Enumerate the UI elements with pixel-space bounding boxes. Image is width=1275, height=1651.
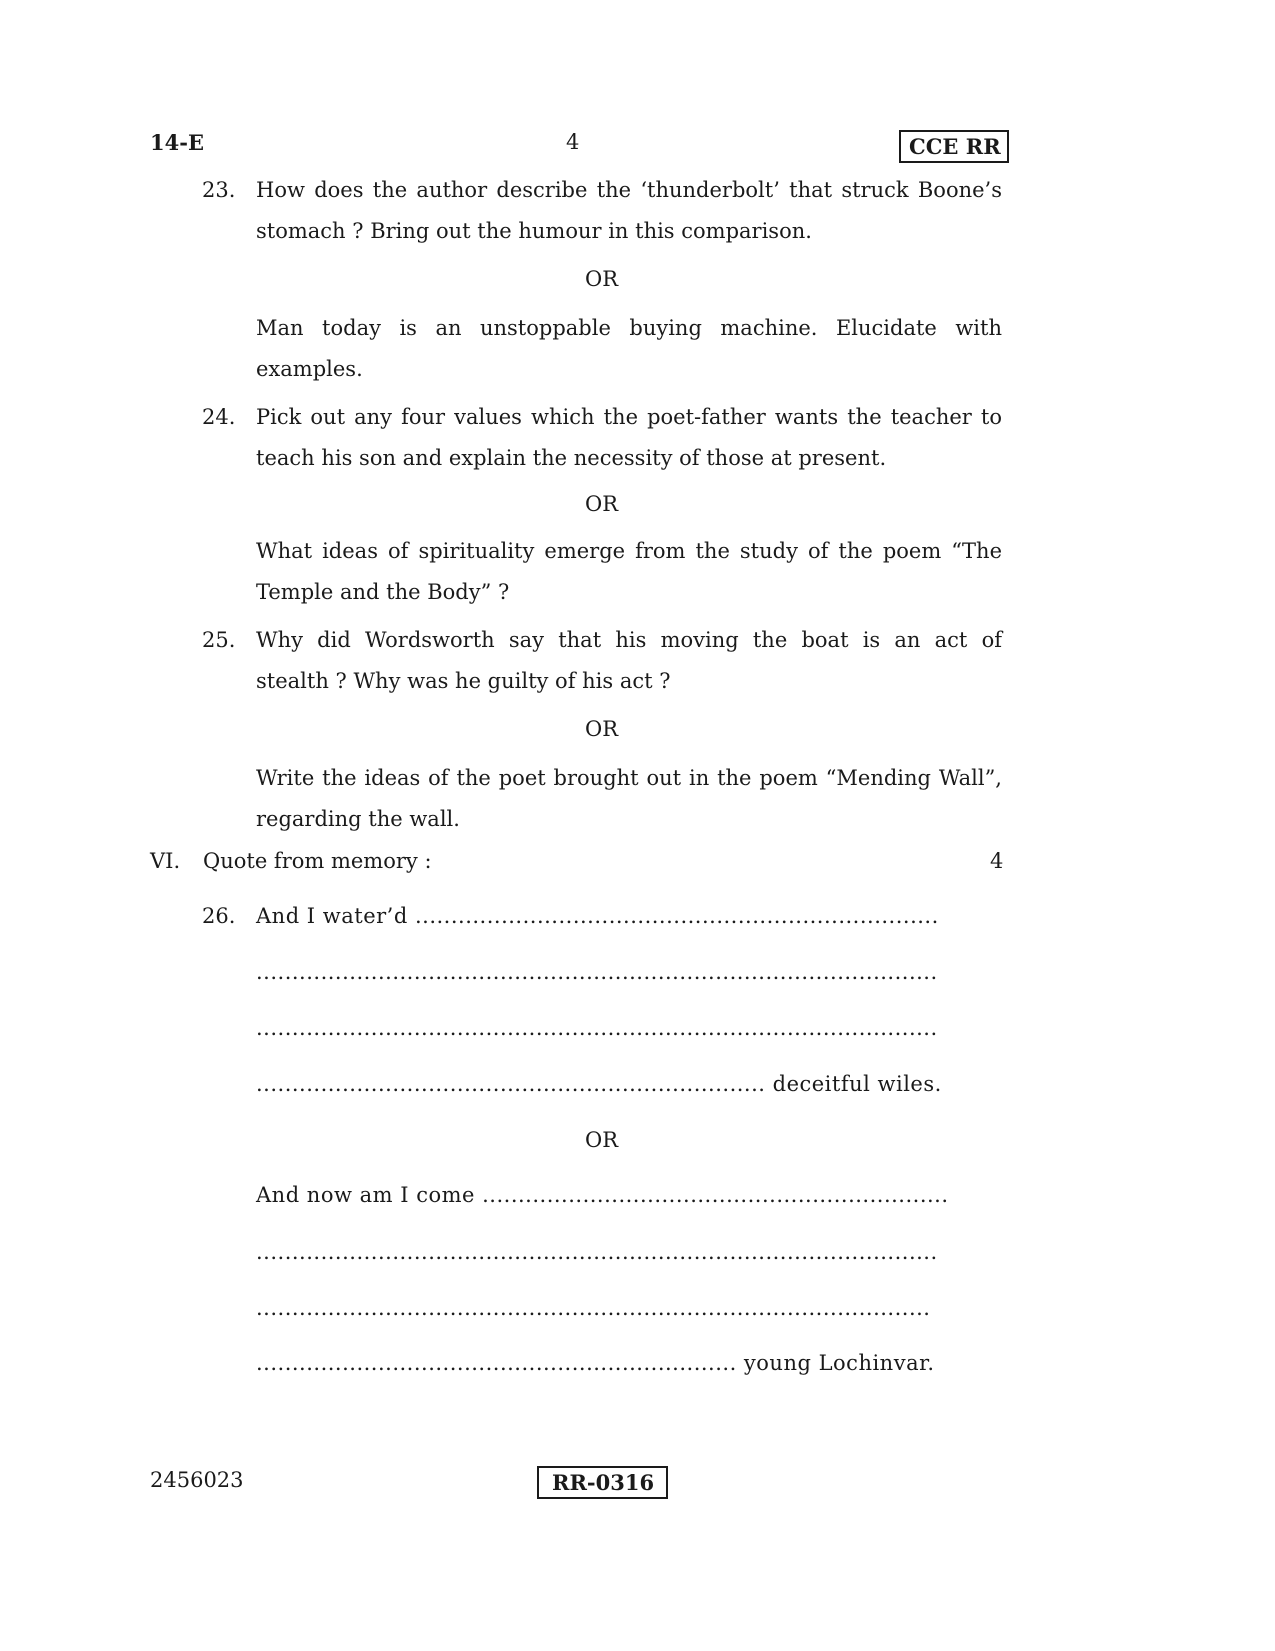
question-25-number: 25. (202, 628, 236, 652)
question-23-line-2: stomach ? Bring out the humour in this comparison. (256, 219, 812, 243)
section-6-marks: 4 (990, 849, 1004, 873)
question-24-number: 24. (202, 405, 236, 429)
question-23-number: 23. (202, 178, 236, 202)
page-number: 4 (566, 130, 580, 154)
question-26-line-1: And I water’d ......................................................................... (256, 904, 939, 928)
question-25-or: OR (584, 717, 619, 741)
question-24-or: OR (584, 492, 619, 516)
question-25-line-2: stealth ? Why was he guilty of his act ? (256, 669, 671, 693)
paper-code: 14-E (150, 130, 204, 155)
question-26-number: 26. (202, 904, 236, 928)
question-24-alt-line-2: Temple and the Body” ? (256, 580, 510, 604)
question-26-alt-line-2: ............................................................................................... (256, 1240, 938, 1264)
question-26-line-4: ....................................................................... deceitful wiles. (256, 1072, 942, 1096)
footer-code-box: RR-0316 (537, 1466, 668, 1499)
question-23-alt-line-1: Man today is an unstoppable buying machine. Elucidate with (256, 316, 1002, 340)
question-23-or: OR (584, 267, 619, 291)
exam-code-box: CCE RR (899, 130, 1009, 163)
question-25-alt-line-2: regarding the wall. (256, 807, 460, 831)
question-26-line-2: ............................................................................................... (256, 960, 938, 984)
question-26-alt-line-4: ................................................................... young Lochinvar. (256, 1351, 935, 1375)
footer-serial-number: 2456023 (150, 1468, 244, 1492)
question-25-line-1: Why did Wordsworth say that his moving the boat is an act of (256, 628, 1002, 652)
question-26-line-3: ............................................................................................... (256, 1016, 938, 1040)
question-23-alt-line-2: examples. (256, 357, 363, 381)
question-26-alt-line-3: .............................................................................................. (256, 1296, 931, 1320)
question-24-line-1: Pick out any four values which the poet-father wants the teacher to (256, 405, 1002, 429)
question-23-line-1: How does the author describe the ‘thunderbolt’ that struck Boone’s (256, 178, 1002, 202)
question-24-line-2: teach his son and explain the necessity of those at present. (256, 446, 887, 470)
question-26-or: OR (584, 1128, 619, 1152)
section-6-title: Quote from memory : (203, 849, 432, 873)
question-26-alt-line-1: And now am I come ................................................................. (256, 1183, 949, 1207)
question-25-alt-line-1: Write the ideas of the poet brought out in the poem “Mending Wall”, (256, 766, 1002, 790)
question-24-alt-line-1: What ideas of spirituality emerge from the study of the poem “The (256, 539, 1002, 563)
section-6-number: VI. (150, 849, 181, 873)
